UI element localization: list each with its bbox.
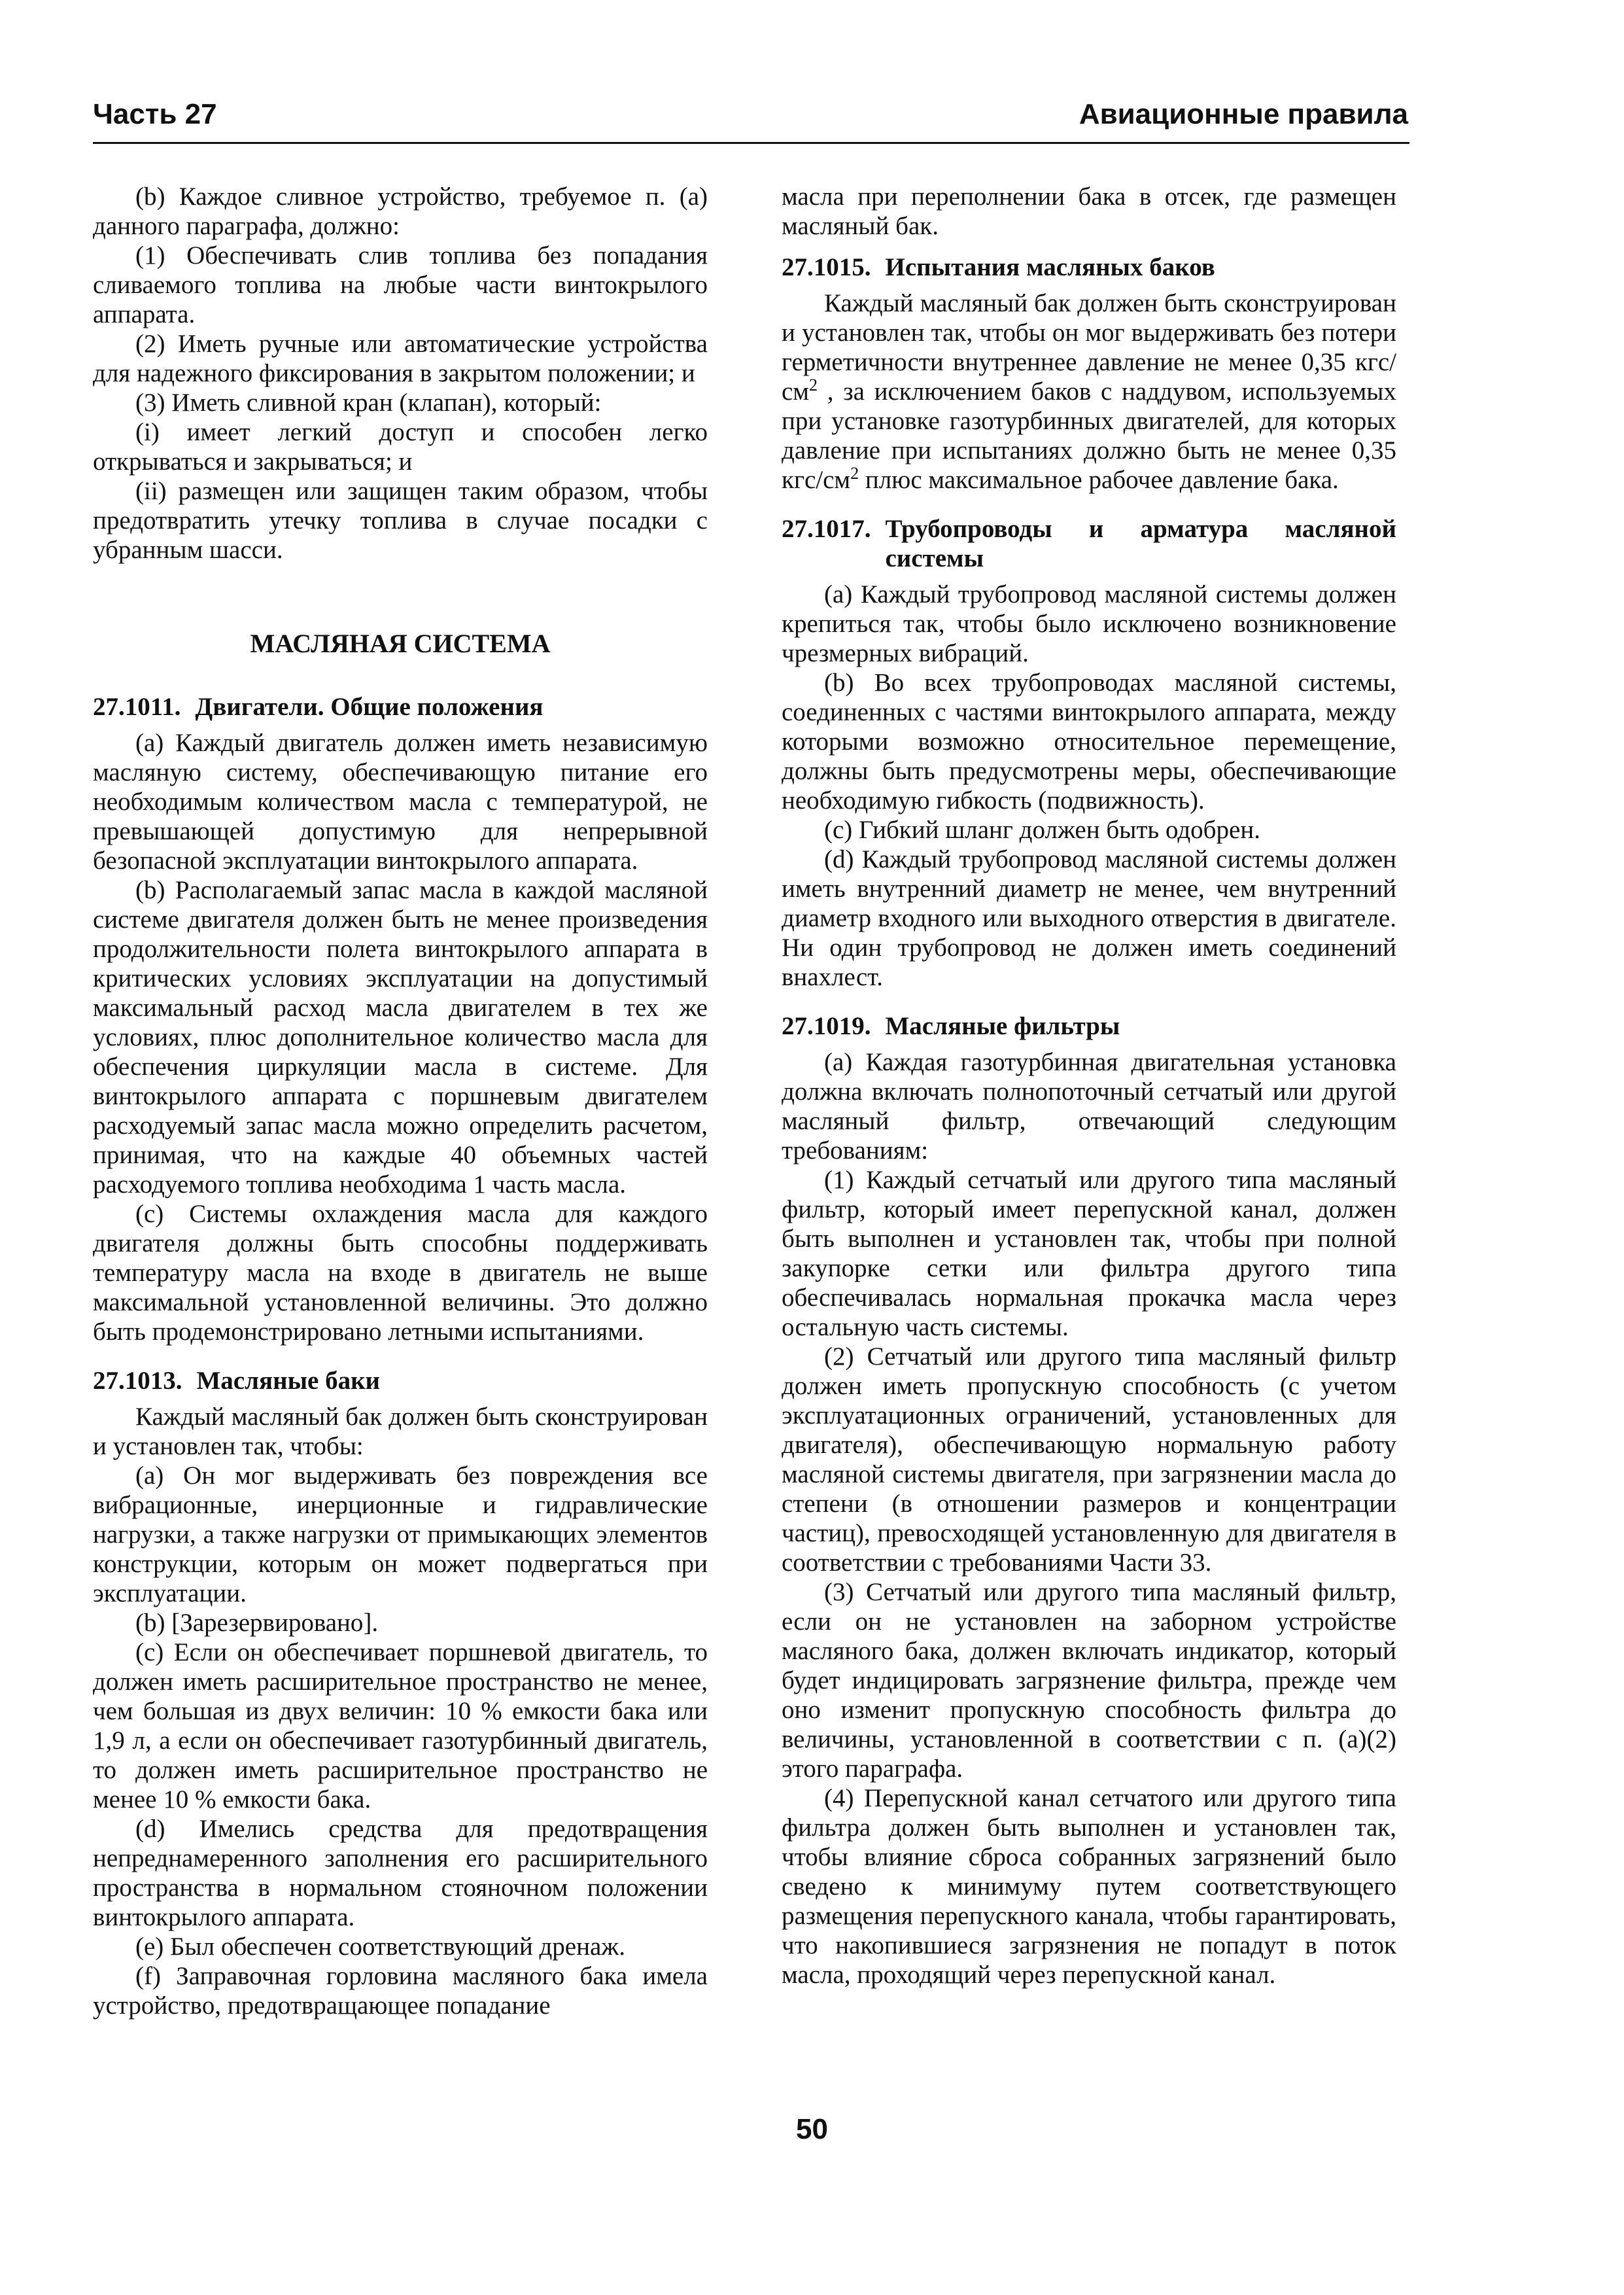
heading-number: 27.1019.	[782, 1012, 871, 1040]
right-column	[782, 182, 1396, 1989]
paragraph: (а) Каждый трубопровод масляной системы должен крепиться так, чтобы было исключено возникновение чрезмерных вибраций.	[782, 580, 1396, 667]
paragraph: (с) Если он обеспечивает поршневой двигатель, то должен иметь расширительное пространство не менее, чем большая из двух величин: 10 % емкости бака или 1,9 л, а если он обеспечивает газотурбинный двигатель, то должен иметь расширительное пространство не менее 10 % емкости бака.	[93, 1638, 708, 1813]
heading-text: Масляные баки	[196, 1367, 381, 1395]
paragraph: (е) Был обеспечен соответствующий дренаж.	[135, 1933, 625, 1961]
paragraph: (2) Иметь ручные или автоматические устройства для надежного фиксирования в закрытом положении; и	[93, 330, 708, 387]
heading-27-1011	[93, 692, 708, 722]
heading-number: 27.1017.	[782, 515, 871, 543]
paragraph: (d) Каждый трубопровод масляной системы должен иметь внутренний диаметр не менее, чем внутренний диаметр входного или выходного отверстия в двигателе. Ни один трубопровод не должен иметь соединений внахлест.	[782, 845, 1396, 991]
paragraph: (1) Каждый сетчатый или другого типа масляный фильтр, который имеет перепускной канал, должен быть выполнен и установлен так, чтобы при полной закупорке сетки или фильтра другого типа обеспечивалась нормальная прокачка масла через остальную часть системы.	[782, 1166, 1396, 1341]
running-header-title: Авиационные правила	[1079, 98, 1408, 130]
paragraph: Каждый масляный бак должен быть сконструирован и установлен так, чтобы:	[93, 1403, 708, 1460]
paragraph: (b) Каждое сливное устройство, требуемое п. (а) данного параграфа, должно:	[93, 183, 708, 240]
page-number: 50	[796, 2113, 828, 2145]
heading-text: Двигатели. Общие положения	[195, 693, 544, 721]
paragraph: (а) Каждый двигатель должен иметь независимую масляную систему, обеспечивающую питание его необходимым количеством масла с температурой, не превышающей допустимую для непрерывной безопасной эксплуатации винтокрылого аппарата.	[93, 729, 708, 875]
paragraph: (b) [Зарезервировано].	[135, 1609, 379, 1637]
superscript: 2	[850, 464, 859, 483]
heading-text: Масляные фильтры	[885, 1012, 1120, 1040]
section-title: МАСЛЯНАЯ СИСТЕМА	[250, 629, 551, 658]
paragraph: (а) Каждая газотурбинная двигательная установка должна включать полнопоточный сетчатый или другой масляный фильтр, отвечающий следующим требованиям:	[782, 1048, 1396, 1165]
heading-text: Испытания масляных баков	[885, 253, 1215, 281]
paragraph: (4) Перепускной канал сетчатого или другого типа фильтра должен быть выполнен и установлен так, чтобы влияние сброса собранных загрязнений было сведено к минимуму путем соответствующего размещения перепускного канала, чтобы гарантировать, что накопившиеся загрязнения не попадут в поток масла, проходящий через перепускной канал.	[782, 1784, 1396, 1989]
heading-number: 27.1013.	[93, 1367, 182, 1395]
paragraph: (f) Заправочная горловина масляного бака имела устройство, предотвращающее попадание	[93, 1962, 708, 2020]
paragraph: (i) имеет легкий доступ и способен легко открываться и закрываться; и	[93, 418, 708, 476]
paragraph: (3) Иметь сливной кран (клапан), который:	[135, 389, 602, 417]
superscript: 2	[809, 376, 818, 394]
heading-text: Трубопроводы и арматура масляной системы	[885, 515, 1396, 572]
paragraph-pressure	[782, 289, 1396, 495]
heading-number: 27.1011.	[93, 693, 181, 721]
heading-27-1017	[782, 514, 1396, 573]
paragraph: (с) Системы охлаждения масла для каждого двигателя должны быть способны поддерживать температуру масла на входе в двигатель не выше максимальной установленной величины. Это должно быть продемонстрировано летными испытаниями.	[93, 1200, 708, 1346]
text-run: Каждый масляный бак должен быть сконструирован и установлен так, чтобы он мог выдерживать без потери герметичности внутреннее давление не менее 0,35 кгс/см	[782, 289, 1396, 406]
paragraph: (ii) размещен или защищен таким образом, чтобы предотвратить утечку топлива в случае посадки с убранным шасси.	[93, 477, 708, 564]
paragraph: (2) Сетчатый или другого типа масляный фильтр должен иметь пропускную способность (с учетом эксплуатационных ограничений, установленных для двигателя), обеспечивающую нормальную работу масляной системы двигателя, при загрязнении масла до степени (в отношении размеров и концентрации частиц), превосходящей установленную для двигателя в соответствии с требованиями Части 33.	[782, 1342, 1396, 1577]
heading-27-1019	[782, 1011, 1396, 1041]
text-run: , за исключением баков с наддувом, используемых при установке газотурбинных двигателей, для которых давление при испытаниях должно быть не менее 0,35 кгс/см	[782, 377, 1396, 494]
paragraph: (b) Располагаемый запас масла в каждой масляной системе двигателя должен быть не менее произведения продолжительности полета винтокрылого аппарата в критических условиях эксплуатации на допустимый максимальный расход масла двигателем в тех же условиях, плюс дополнительное количество масла для обеспечения циркуляции масла в системе. Для винтокрылого аппарата с поршневым двигателем расходуемый запас масла можно определить расчетом, принимая, что на каждые 40 объемных частей расходуемого топлива необходима 1 часть масла.	[93, 876, 708, 1199]
paragraph: (с) Гибкий шланг должен быть одобрен.	[824, 816, 1260, 844]
paragraph: (3) Сетчатый или другого типа масляный фильтр, если он не установлен на заборном устройстве масляного бака, должен включать индикатор, который будет индицировать загрязнение фильтра, прежде чем оно изменит пропускную способность фильтра до величины, установленной в соответствии с п. (а)(2) этого параграфа.	[782, 1578, 1396, 1783]
paragraph: (а) Он мог выдерживать без повреждения все вибрационные, инерционные и гидравлические нагрузки, а также нагрузки от примыкающих элементов конструкции, которым он может подвергаться при эксплуатации.	[93, 1462, 708, 1607]
running-header-part: Часть 27	[93, 98, 217, 130]
paragraph: (b) Во всех трубопроводах масляной системы, соединенных с частями винтокрылого аппарата, между которыми возможно относительное перемещение, должны быть предусмотрены меры, обеспечивающие необходимую гибкость (подвижность).	[782, 669, 1396, 815]
heading-number: 27.1015.	[782, 253, 871, 281]
heading-27-1015	[782, 253, 1396, 282]
left-column	[93, 182, 708, 2020]
paragraph: (d) Имелись средства для предотвращения непреднамеренного заполнения его расширительного пространства в нормальном стояночном положении винтокрылого аппарата.	[93, 1815, 708, 1931]
heading-27-1013	[93, 1366, 708, 1395]
header-rule	[93, 142, 1409, 144]
paragraph: (1) Обеспечивать слив топлива без попадания сливаемого топлива на любые части винтокрылого аппарата.	[93, 241, 708, 328]
paragraph-continuation: масла при переполнении бака в отсек, где размещен масляный бак.	[782, 183, 1396, 240]
text-run: плюс максимальное рабочее давление бака.	[859, 466, 1339, 494]
